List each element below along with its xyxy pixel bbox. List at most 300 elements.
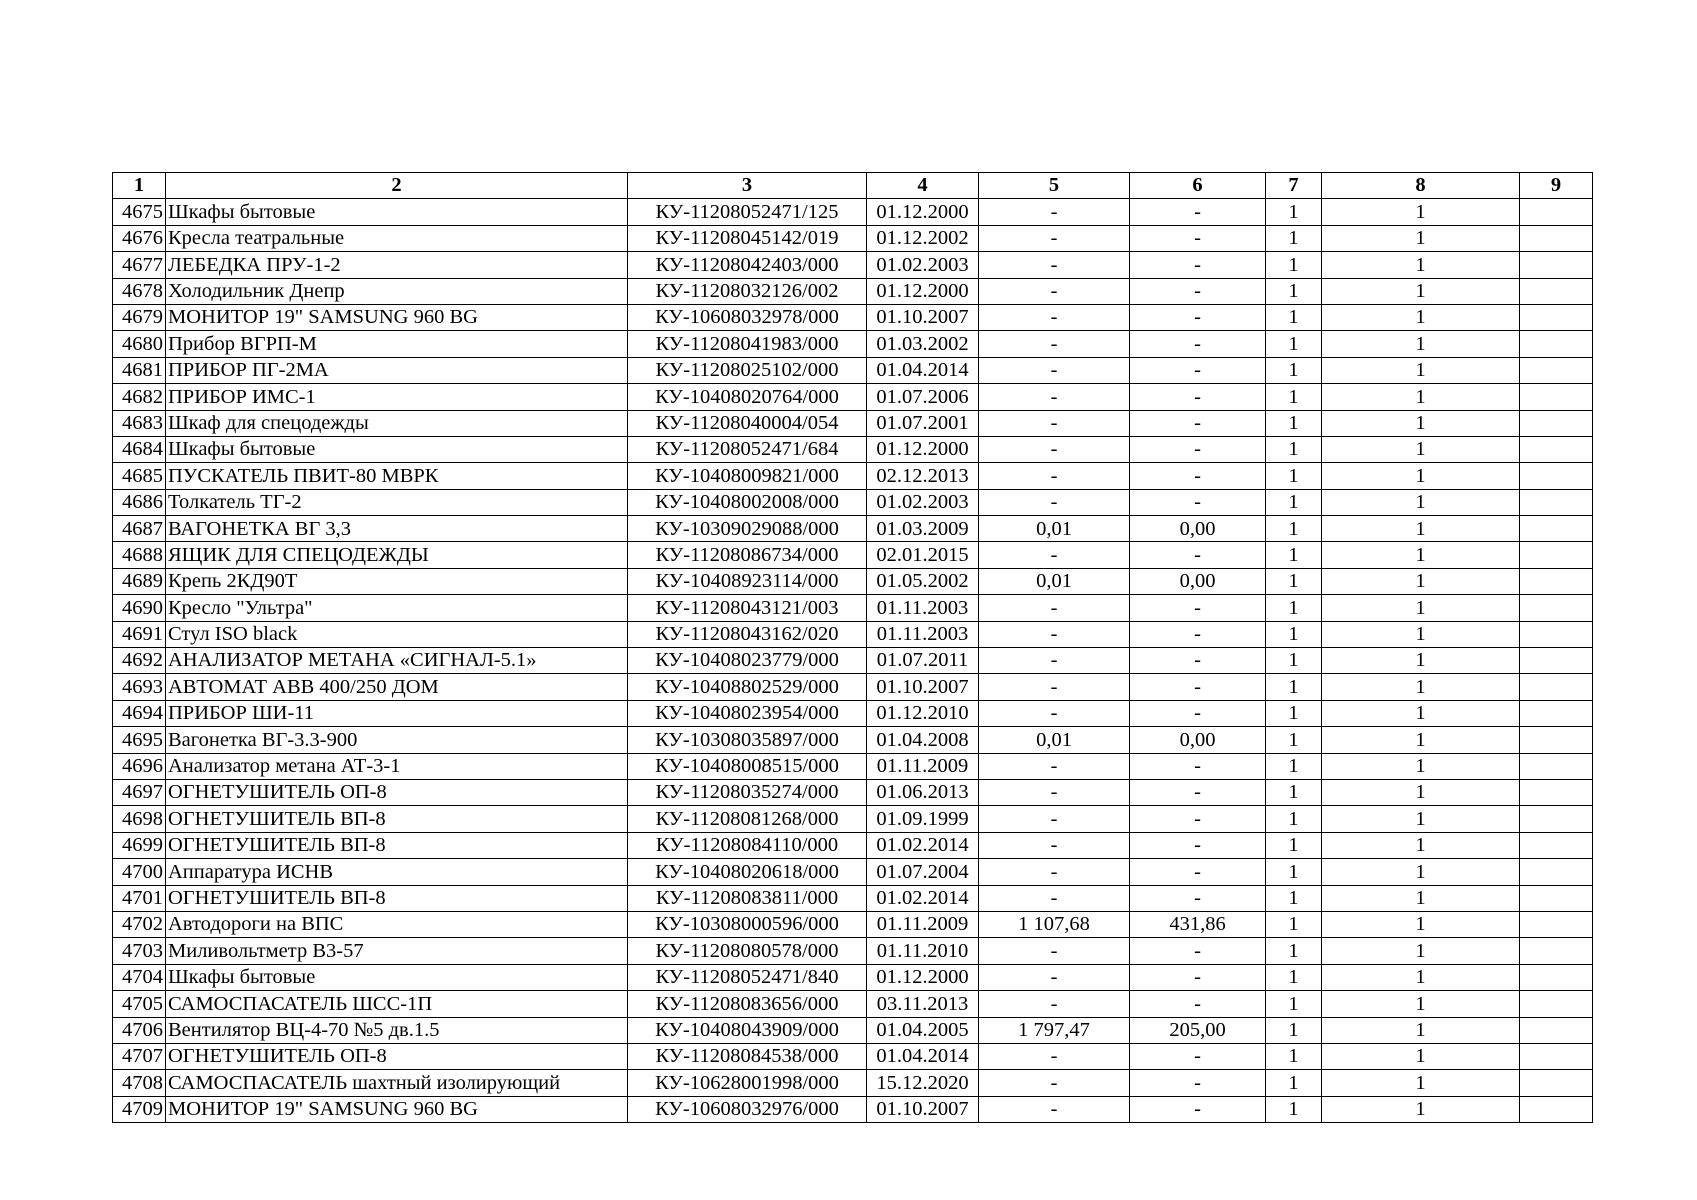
value-col-5-cell: - <box>979 410 1130 436</box>
qty-col-8-cell: 1 <box>1322 674 1520 700</box>
item-name-cell: САМОСПАСАТЕЛЬ ШСС-1П <box>166 991 628 1017</box>
commission-date-cell: 01.02.2014 <box>867 885 979 911</box>
commission-date-cell: 01.04.2014 <box>867 1043 979 1069</box>
note-col-9-cell <box>1520 304 1593 330</box>
commission-date-cell: 01.12.2002 <box>867 225 979 251</box>
item-name-cell: Прибор ВГРП-М <box>166 331 628 357</box>
commission-date-cell: 01.10.2007 <box>867 304 979 330</box>
table-row <box>113 331 1593 357</box>
commission-date-cell: 01.07.2001 <box>867 410 979 436</box>
table-row <box>113 252 1593 278</box>
row-number-cell: 4686 <box>113 489 166 515</box>
value-col-6-cell: - <box>1130 1096 1266 1122</box>
value-col-5-cell: - <box>979 1070 1130 1096</box>
qty-col-7-cell: 1 <box>1266 568 1322 594</box>
value-col-6-cell: - <box>1130 252 1266 278</box>
value-col-6-cell: - <box>1130 436 1266 462</box>
commission-date-cell: 02.01.2015 <box>867 542 979 568</box>
item-name-cell: Стул ISO black <box>166 621 628 647</box>
qty-col-8-cell: 1 <box>1322 911 1520 937</box>
inventory-code-cell: КУ-10408023779/000 <box>628 648 867 674</box>
qty-col-8-cell: 1 <box>1322 568 1520 594</box>
value-col-5-cell: - <box>979 384 1130 410</box>
qty-col-8-cell: 1 <box>1322 595 1520 621</box>
table-row <box>113 463 1593 489</box>
commission-date-cell: 01.11.2003 <box>867 595 979 621</box>
item-name-cell: ОГНЕТУШИТЕЛЬ ОП-8 <box>166 1043 628 1069</box>
qty-col-7-cell: 1 <box>1266 225 1322 251</box>
value-col-5-cell: - <box>979 225 1130 251</box>
note-col-9-cell <box>1520 938 1593 964</box>
item-name-cell: МОНИТОР 19" SAMSUNG 960 BG <box>166 304 628 330</box>
qty-col-7-cell: 1 <box>1266 621 1322 647</box>
row-number-cell: 4695 <box>113 727 166 753</box>
commission-date-cell: 01.04.2014 <box>867 357 979 383</box>
note-col-9-cell <box>1520 357 1593 383</box>
value-col-5-cell: - <box>979 278 1130 304</box>
note-col-9-cell <box>1520 384 1593 410</box>
commission-date-cell: 01.05.2002 <box>867 568 979 594</box>
item-name-cell: ПУСКАТЕЛЬ ПВИТ-80 МВРК <box>166 463 628 489</box>
value-col-5-cell: - <box>979 674 1130 700</box>
qty-col-7-cell: 1 <box>1266 384 1322 410</box>
value-col-5-cell: 1 797,47 <box>979 1017 1130 1043</box>
qty-col-8-cell: 1 <box>1322 436 1520 462</box>
qty-col-7-cell: 1 <box>1266 753 1322 779</box>
table-row <box>113 1096 1593 1122</box>
inventory-code-cell: КУ-11208083811/000 <box>628 885 867 911</box>
inventory-code-cell: КУ-11208081268/000 <box>628 806 867 832</box>
qty-col-7-cell: 1 <box>1266 1043 1322 1069</box>
item-name-cell: САМОСПАСАТЕЛЬ шахтный изолирующий <box>166 1070 628 1096</box>
inventory-code-cell: КУ-10408043909/000 <box>628 1017 867 1043</box>
column-header-9: 9 <box>1520 173 1593 199</box>
commission-date-cell: 01.06.2013 <box>867 779 979 805</box>
note-col-9-cell <box>1520 700 1593 726</box>
row-number-cell: 4691 <box>113 621 166 647</box>
value-col-5-cell: - <box>979 806 1130 832</box>
item-name-cell: Шкаф для спецодежды <box>166 410 628 436</box>
value-col-6-cell: - <box>1130 779 1266 805</box>
row-number-cell: 4694 <box>113 700 166 726</box>
value-col-6-cell: - <box>1130 938 1266 964</box>
table-row <box>113 384 1593 410</box>
table-row <box>113 304 1593 330</box>
qty-col-7-cell: 1 <box>1266 463 1322 489</box>
qty-col-8-cell: 1 <box>1322 463 1520 489</box>
value-col-5-cell: - <box>979 621 1130 647</box>
table-row <box>113 991 1593 1017</box>
table-row <box>113 674 1593 700</box>
inventory-code-cell: КУ-10408023954/000 <box>628 700 867 726</box>
inventory-code-cell: КУ-10608032978/000 <box>628 304 867 330</box>
note-col-9-cell <box>1520 331 1593 357</box>
table-row <box>113 489 1593 515</box>
value-col-6-cell: - <box>1130 225 1266 251</box>
note-col-9-cell <box>1520 806 1593 832</box>
inventory-code-cell: КУ-10408923114/000 <box>628 568 867 594</box>
value-col-5-cell: - <box>979 252 1130 278</box>
qty-col-8-cell: 1 <box>1322 938 1520 964</box>
value-col-5-cell: - <box>979 542 1130 568</box>
row-number-cell: 4676 <box>113 225 166 251</box>
qty-col-7-cell: 1 <box>1266 991 1322 1017</box>
row-number-cell: 4704 <box>113 964 166 990</box>
item-name-cell: Аппаратура ИСНВ <box>166 859 628 885</box>
item-name-cell: Шкафы бытовые <box>166 964 628 990</box>
table-row <box>113 516 1593 542</box>
value-col-5-cell: - <box>979 463 1130 489</box>
row-number-cell: 4675 <box>113 199 166 225</box>
value-col-6-cell: - <box>1130 463 1266 489</box>
commission-date-cell: 01.02.2003 <box>867 252 979 278</box>
row-number-cell: 4677 <box>113 252 166 278</box>
row-number-cell: 4692 <box>113 648 166 674</box>
qty-col-8-cell: 1 <box>1322 1070 1520 1096</box>
qty-col-8-cell: 1 <box>1322 1017 1520 1043</box>
note-col-9-cell <box>1520 1096 1593 1122</box>
value-col-6-cell: - <box>1130 621 1266 647</box>
qty-col-8-cell: 1 <box>1322 727 1520 753</box>
value-col-5-cell: 1 107,68 <box>979 911 1130 937</box>
value-col-5-cell: 0,01 <box>979 516 1130 542</box>
note-col-9-cell <box>1520 252 1593 278</box>
qty-col-7-cell: 1 <box>1266 859 1322 885</box>
item-name-cell: Крепь 2КД90Т <box>166 568 628 594</box>
commission-date-cell: 01.11.2009 <box>867 753 979 779</box>
note-col-9-cell <box>1520 859 1593 885</box>
value-col-5-cell: - <box>979 595 1130 621</box>
value-col-6-cell: 0,00 <box>1130 516 1266 542</box>
table-row <box>113 621 1593 647</box>
item-name-cell: Шкафы бытовые <box>166 436 628 462</box>
note-col-9-cell <box>1520 885 1593 911</box>
qty-col-7-cell: 1 <box>1266 674 1322 700</box>
value-col-6-cell: - <box>1130 832 1266 858</box>
column-header-6: 6 <box>1130 173 1266 199</box>
table-row <box>113 648 1593 674</box>
commission-date-cell: 01.03.2009 <box>867 516 979 542</box>
qty-col-7-cell: 1 <box>1266 938 1322 964</box>
column-header-1: 1 <box>113 173 166 199</box>
inventory-code-cell: КУ-10308000596/000 <box>628 911 867 937</box>
column-header-4: 4 <box>867 173 979 199</box>
commission-date-cell: 15.12.2020 <box>867 1070 979 1096</box>
inventory-code-cell: КУ-11208084538/000 <box>628 1043 867 1069</box>
qty-col-8-cell: 1 <box>1322 832 1520 858</box>
qty-col-8-cell: 1 <box>1322 700 1520 726</box>
value-col-6-cell: - <box>1130 384 1266 410</box>
qty-col-7-cell: 1 <box>1266 885 1322 911</box>
qty-col-7-cell: 1 <box>1266 436 1322 462</box>
value-col-5-cell: - <box>979 648 1130 674</box>
inventory-code-cell: КУ-10408002008/000 <box>628 489 867 515</box>
value-col-6-cell: 0,00 <box>1130 568 1266 594</box>
row-number-cell: 4678 <box>113 278 166 304</box>
qty-col-8-cell: 1 <box>1322 252 1520 278</box>
note-col-9-cell <box>1520 199 1593 225</box>
qty-col-7-cell: 1 <box>1266 304 1322 330</box>
inventory-code-cell: КУ-10408008515/000 <box>628 753 867 779</box>
note-col-9-cell <box>1520 991 1593 1017</box>
value-col-6-cell: - <box>1130 885 1266 911</box>
item-name-cell: ВАГОНЕТКА ВГ 3,3 <box>166 516 628 542</box>
note-col-9-cell <box>1520 225 1593 251</box>
qty-col-8-cell: 1 <box>1322 1043 1520 1069</box>
qty-col-7-cell: 1 <box>1266 1096 1322 1122</box>
table-row <box>113 278 1593 304</box>
commission-date-cell: 01.11.2009 <box>867 911 979 937</box>
inventory-code-cell: КУ-11208052471/684 <box>628 436 867 462</box>
commission-date-cell: 01.11.2003 <box>867 621 979 647</box>
value-col-5-cell: - <box>979 938 1130 964</box>
value-col-5-cell: - <box>979 1096 1130 1122</box>
table-row <box>113 938 1593 964</box>
inventory-code-cell: КУ-11208040004/054 <box>628 410 867 436</box>
item-name-cell: Автодороги на ВПС <box>166 911 628 937</box>
value-col-6-cell: - <box>1130 753 1266 779</box>
table-row <box>113 832 1593 858</box>
value-col-6-cell: - <box>1130 700 1266 726</box>
note-col-9-cell <box>1520 568 1593 594</box>
qty-col-8-cell: 1 <box>1322 489 1520 515</box>
value-col-6-cell: 205,00 <box>1130 1017 1266 1043</box>
item-name-cell: ПРИБОР ПГ-2МА <box>166 357 628 383</box>
qty-col-7-cell: 1 <box>1266 779 1322 805</box>
qty-col-7-cell: 1 <box>1266 516 1322 542</box>
value-col-5-cell: - <box>979 991 1130 1017</box>
note-col-9-cell <box>1520 278 1593 304</box>
column-header-5: 5 <box>979 173 1130 199</box>
table-row <box>113 1017 1593 1043</box>
item-name-cell: ОГНЕТУШИТЕЛЬ ОП-8 <box>166 779 628 805</box>
qty-col-7-cell: 1 <box>1266 727 1322 753</box>
qty-col-7-cell: 1 <box>1266 252 1322 278</box>
item-name-cell: Толкатель ТГ-2 <box>166 489 628 515</box>
table-row <box>113 1043 1593 1069</box>
note-col-9-cell <box>1520 436 1593 462</box>
row-number-cell: 4706 <box>113 1017 166 1043</box>
item-name-cell: ОГНЕТУШИТЕЛЬ ВП-8 <box>166 885 628 911</box>
inventory-code-cell: КУ-10408020618/000 <box>628 859 867 885</box>
value-col-5-cell: - <box>979 436 1130 462</box>
value-col-6-cell: - <box>1130 1043 1266 1069</box>
note-col-9-cell <box>1520 911 1593 937</box>
column-header-7: 7 <box>1266 173 1322 199</box>
commission-date-cell: 01.12.2010 <box>867 700 979 726</box>
row-number-cell: 4681 <box>113 357 166 383</box>
table-row <box>113 753 1593 779</box>
note-col-9-cell <box>1520 516 1593 542</box>
inventory-code-cell: КУ-11208080578/000 <box>628 938 867 964</box>
row-number-cell: 4703 <box>113 938 166 964</box>
item-name-cell: Холодильник Днепр <box>166 278 628 304</box>
qty-col-7-cell: 1 <box>1266 278 1322 304</box>
item-name-cell: Кресла театральные <box>166 225 628 251</box>
value-col-6-cell: - <box>1130 542 1266 568</box>
note-col-9-cell <box>1520 753 1593 779</box>
commission-date-cell: 01.09.1999 <box>867 806 979 832</box>
table-row <box>113 568 1593 594</box>
commission-date-cell: 01.04.2008 <box>867 727 979 753</box>
value-col-5-cell: - <box>979 489 1130 515</box>
qty-col-7-cell: 1 <box>1266 357 1322 383</box>
row-number-cell: 4701 <box>113 885 166 911</box>
item-name-cell: ЛЕБЕДКА ПРУ-1-2 <box>166 252 628 278</box>
inventory-code-cell: КУ-11208035274/000 <box>628 779 867 805</box>
value-col-5-cell: - <box>979 1043 1130 1069</box>
qty-col-7-cell: 1 <box>1266 595 1322 621</box>
inventory-code-cell: КУ-11208045142/019 <box>628 225 867 251</box>
asset-register-table <box>112 172 1593 1123</box>
commission-date-cell: 01.12.2000 <box>867 278 979 304</box>
item-name-cell: Вентилятор ВЦ-4-70 №5 дв.1.5 <box>166 1017 628 1043</box>
qty-col-8-cell: 1 <box>1322 621 1520 647</box>
qty-col-7-cell: 1 <box>1266 911 1322 937</box>
inventory-code-cell: КУ-11208086734/000 <box>628 542 867 568</box>
table-row <box>113 595 1593 621</box>
row-number-cell: 4690 <box>113 595 166 621</box>
value-col-5-cell: - <box>979 357 1130 383</box>
value-col-5-cell: - <box>979 700 1130 726</box>
table-row <box>113 911 1593 937</box>
value-col-5-cell: 0,01 <box>979 727 1130 753</box>
item-name-cell: ОГНЕТУШИТЕЛЬ ВП-8 <box>166 832 628 858</box>
qty-col-7-cell: 1 <box>1266 542 1322 568</box>
commission-date-cell: 01.12.2000 <box>867 436 979 462</box>
note-col-9-cell <box>1520 542 1593 568</box>
row-number-cell: 4682 <box>113 384 166 410</box>
qty-col-7-cell: 1 <box>1266 489 1322 515</box>
qty-col-8-cell: 1 <box>1322 542 1520 568</box>
qty-col-8-cell: 1 <box>1322 357 1520 383</box>
qty-col-8-cell: 1 <box>1322 859 1520 885</box>
table-row <box>113 700 1593 726</box>
qty-col-8-cell: 1 <box>1322 410 1520 436</box>
inventory-code-cell: КУ-11208032126/002 <box>628 278 867 304</box>
qty-col-7-cell: 1 <box>1266 1070 1322 1096</box>
inventory-code-cell: КУ-11208083656/000 <box>628 991 867 1017</box>
item-name-cell: ПРИБОР ШИ-11 <box>166 700 628 726</box>
item-name-cell: ПРИБОР ИМС-1 <box>166 384 628 410</box>
table-row <box>113 410 1593 436</box>
qty-col-8-cell: 1 <box>1322 991 1520 1017</box>
value-col-6-cell: - <box>1130 357 1266 383</box>
table-row <box>113 436 1593 462</box>
inventory-code-cell: КУ-10608032976/000 <box>628 1096 867 1122</box>
qty-col-7-cell: 1 <box>1266 648 1322 674</box>
item-name-cell: АНАЛИЗАТОР МЕТАНА «СИГНАЛ-5.1» <box>166 648 628 674</box>
qty-col-8-cell: 1 <box>1322 199 1520 225</box>
row-number-cell: 4699 <box>113 832 166 858</box>
commission-date-cell: 01.02.2003 <box>867 489 979 515</box>
table-row <box>113 225 1593 251</box>
qty-col-7-cell: 1 <box>1266 331 1322 357</box>
value-col-6-cell: - <box>1130 806 1266 832</box>
qty-col-8-cell: 1 <box>1322 331 1520 357</box>
value-col-6-cell: - <box>1130 199 1266 225</box>
inventory-code-cell: КУ-11208043121/003 <box>628 595 867 621</box>
table-row <box>113 779 1593 805</box>
row-number-cell: 4700 <box>113 859 166 885</box>
value-col-5-cell: - <box>979 779 1130 805</box>
value-col-6-cell: 0,00 <box>1130 727 1266 753</box>
value-col-5-cell: - <box>979 885 1130 911</box>
value-col-5-cell: - <box>979 331 1130 357</box>
row-number-cell: 4693 <box>113 674 166 700</box>
qty-col-8-cell: 1 <box>1322 779 1520 805</box>
qty-col-8-cell: 1 <box>1322 225 1520 251</box>
item-name-cell: Шкафы бытовые <box>166 199 628 225</box>
table-row <box>113 727 1593 753</box>
value-col-6-cell: - <box>1130 331 1266 357</box>
row-number-cell: 4708 <box>113 1070 166 1096</box>
commission-date-cell: 01.07.2011 <box>867 648 979 674</box>
row-number-cell: 4684 <box>113 436 166 462</box>
qty-col-7-cell: 1 <box>1266 199 1322 225</box>
note-col-9-cell <box>1520 727 1593 753</box>
value-col-5-cell: - <box>979 199 1130 225</box>
commission-date-cell: 01.10.2007 <box>867 674 979 700</box>
table-row <box>113 964 1593 990</box>
row-number-cell: 4702 <box>113 911 166 937</box>
item-name-cell: ЯЩИК ДЛЯ СПЕЦОДЕЖДЫ <box>166 542 628 568</box>
note-col-9-cell <box>1520 1017 1593 1043</box>
item-name-cell: МОНИТОР 19" SAMSUNG 960 BG <box>166 1096 628 1122</box>
inventory-code-cell: КУ-11208041983/000 <box>628 331 867 357</box>
row-number-cell: 4697 <box>113 779 166 805</box>
note-col-9-cell <box>1520 779 1593 805</box>
inventory-code-cell: КУ-11208052471/840 <box>628 964 867 990</box>
note-col-9-cell <box>1520 489 1593 515</box>
table-row <box>113 542 1593 568</box>
table-row <box>113 806 1593 832</box>
value-col-6-cell: - <box>1130 304 1266 330</box>
inventory-code-cell: КУ-10408009821/000 <box>628 463 867 489</box>
qty-col-7-cell: 1 <box>1266 1017 1322 1043</box>
commission-date-cell: 01.04.2005 <box>867 1017 979 1043</box>
qty-col-8-cell: 1 <box>1322 806 1520 832</box>
qty-col-8-cell: 1 <box>1322 885 1520 911</box>
table-header-row <box>113 173 1593 199</box>
qty-col-7-cell: 1 <box>1266 832 1322 858</box>
qty-col-8-cell: 1 <box>1322 278 1520 304</box>
inventory-code-cell: КУ-10308035897/000 <box>628 727 867 753</box>
commission-date-cell: 01.07.2004 <box>867 859 979 885</box>
inventory-code-cell: КУ-11208043162/020 <box>628 621 867 647</box>
commission-date-cell: 02.12.2013 <box>867 463 979 489</box>
commission-date-cell: 01.11.2010 <box>867 938 979 964</box>
qty-col-8-cell: 1 <box>1322 648 1520 674</box>
value-col-6-cell: - <box>1130 595 1266 621</box>
commission-date-cell: 01.03.2002 <box>867 331 979 357</box>
qty-col-8-cell: 1 <box>1322 1096 1520 1122</box>
value-col-6-cell: - <box>1130 489 1266 515</box>
qty-col-8-cell: 1 <box>1322 516 1520 542</box>
value-col-6-cell: - <box>1130 1070 1266 1096</box>
inventory-code-cell: КУ-11208084110/000 <box>628 832 867 858</box>
inventory-code-cell: КУ-11208052471/125 <box>628 199 867 225</box>
value-col-6-cell: - <box>1130 991 1266 1017</box>
note-col-9-cell <box>1520 595 1593 621</box>
qty-col-8-cell: 1 <box>1322 753 1520 779</box>
commission-date-cell: 01.02.2014 <box>867 832 979 858</box>
qty-col-7-cell: 1 <box>1266 964 1322 990</box>
qty-col-7-cell: 1 <box>1266 410 1322 436</box>
inventory-code-cell: КУ-10408020764/000 <box>628 384 867 410</box>
inventory-code-cell: КУ-10309029088/000 <box>628 516 867 542</box>
table-row <box>113 859 1593 885</box>
